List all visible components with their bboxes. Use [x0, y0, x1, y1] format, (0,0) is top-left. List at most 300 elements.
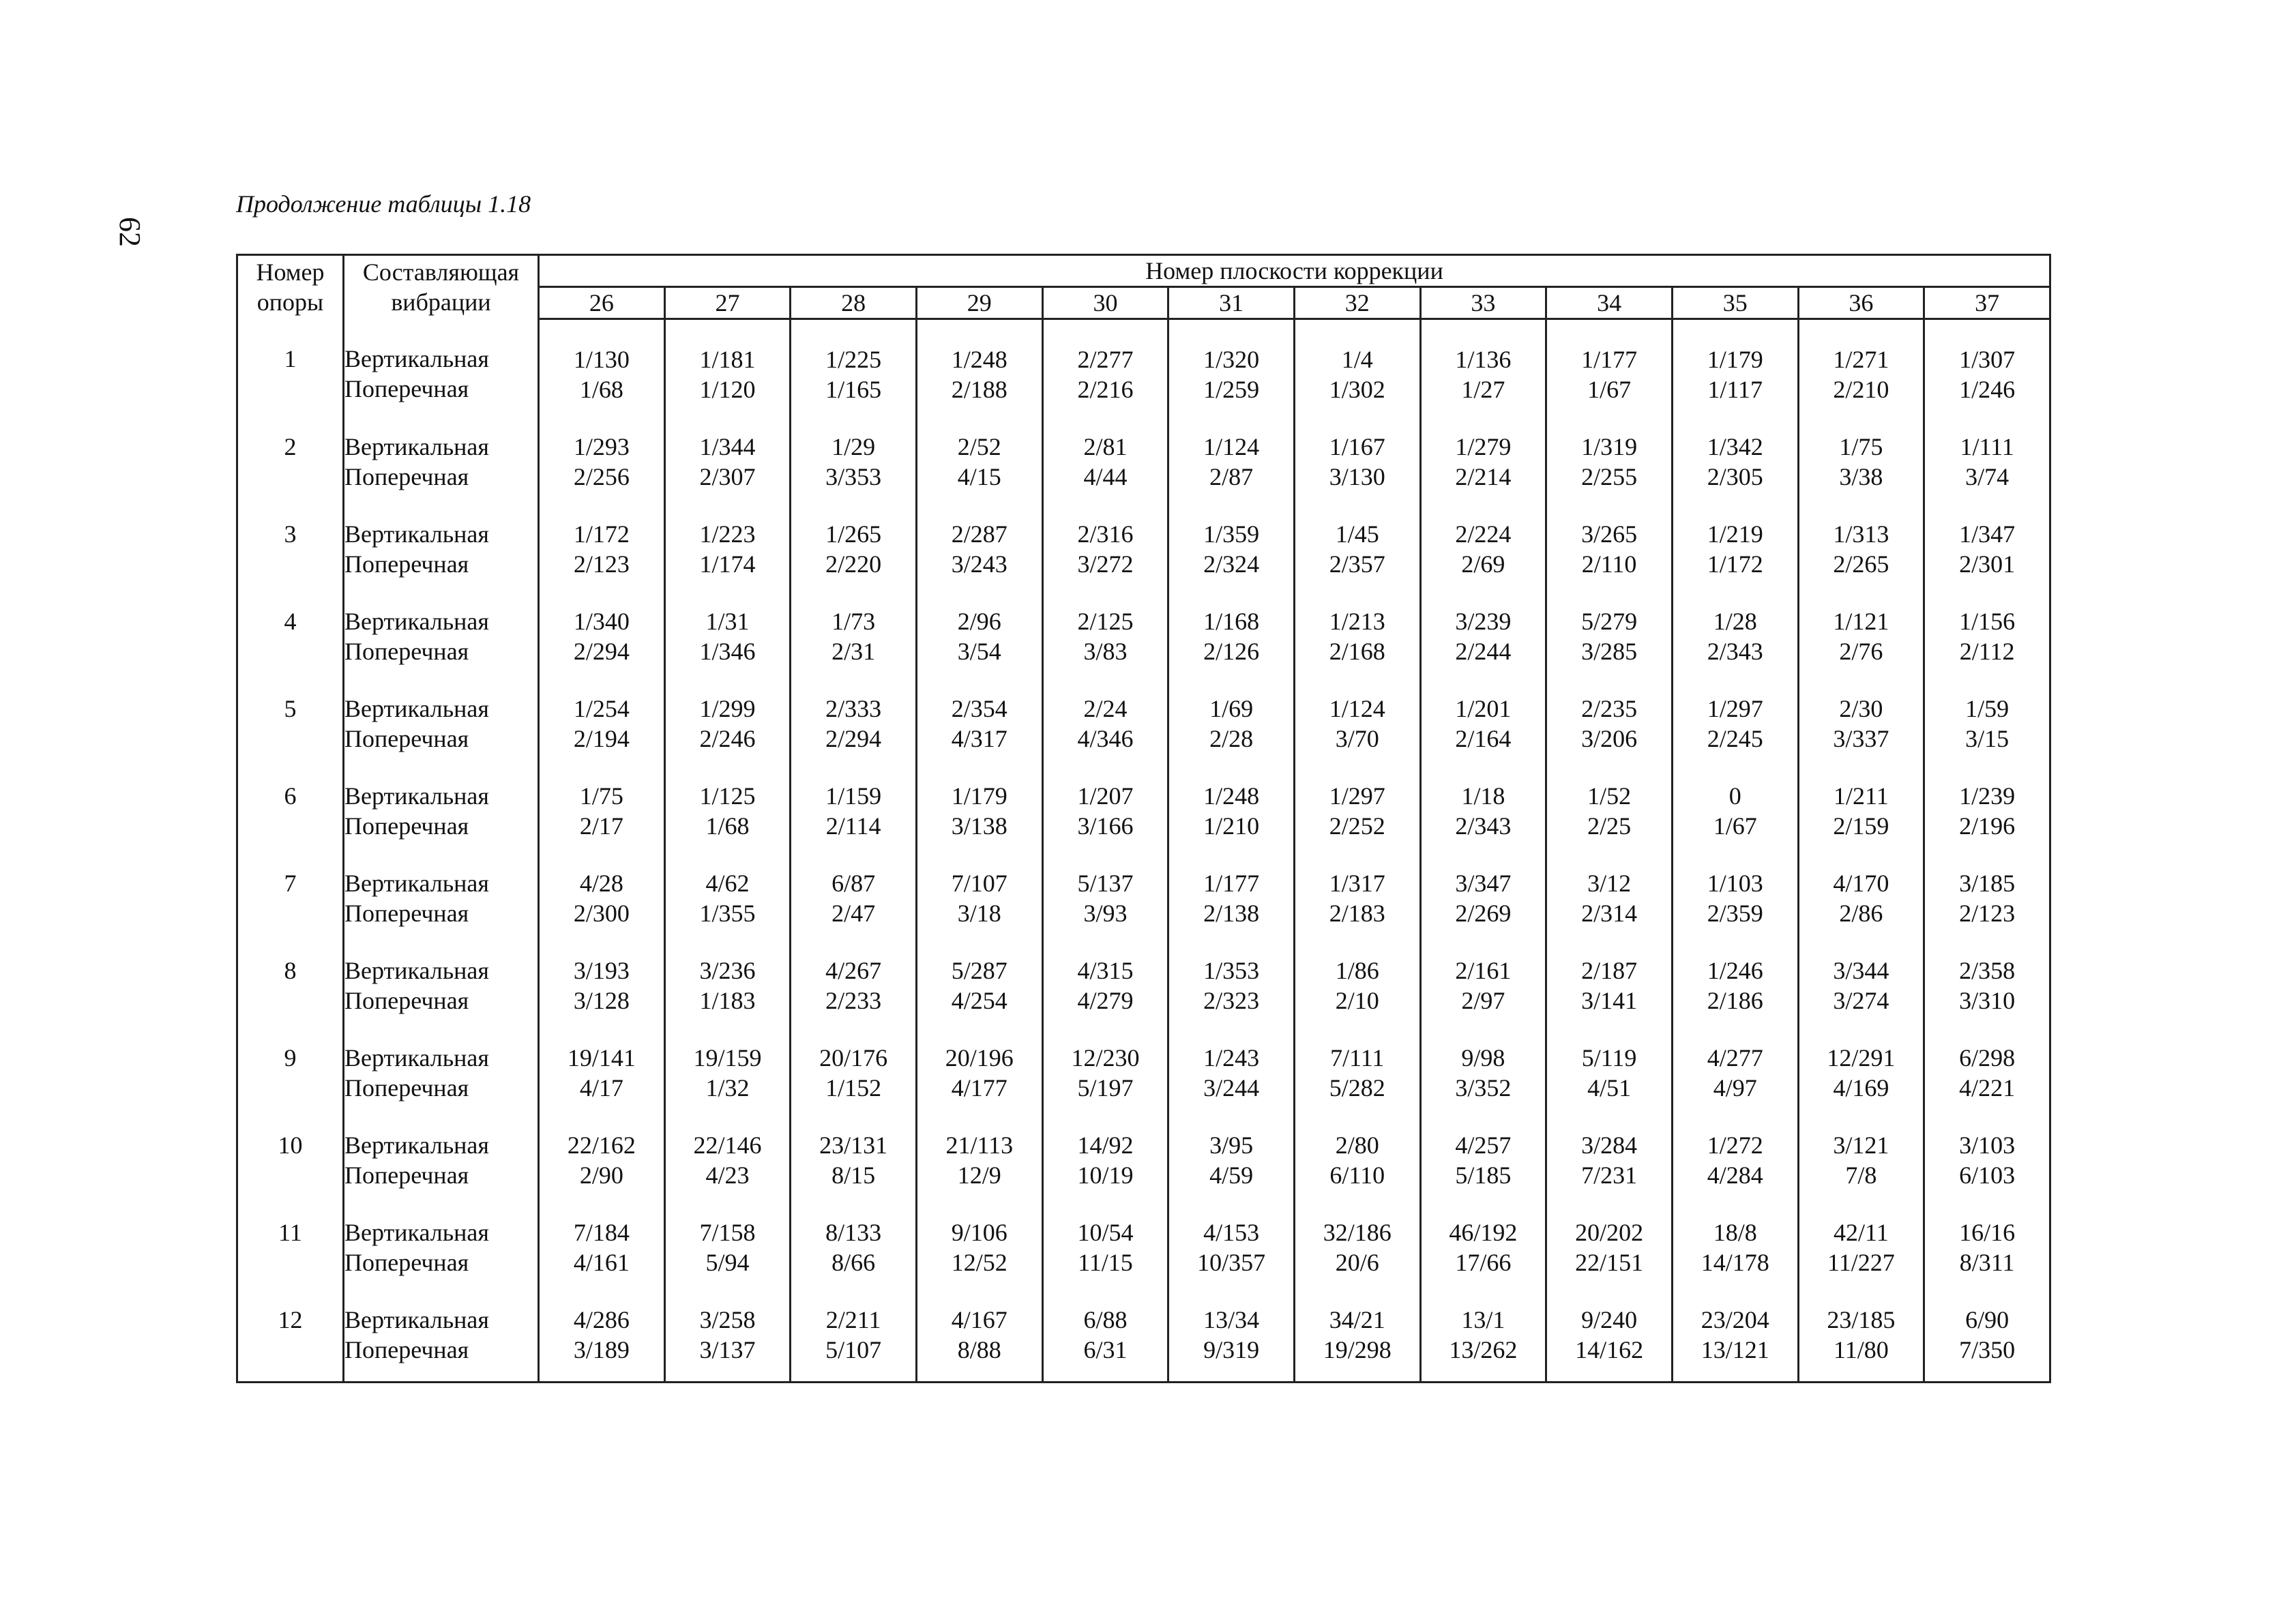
vertical-value: 4/286: [573, 1306, 630, 1333]
correction-plane-header: 31: [1168, 287, 1295, 319]
vertical-value: 16/16: [1959, 1219, 2016, 1246]
value-cell: [1546, 1277, 1673, 1383]
value-cell: [916, 319, 1042, 405]
vertical-value: 1/111: [1960, 433, 2014, 460]
value-cell: [539, 579, 665, 666]
transverse-label: Поперечная: [344, 812, 469, 840]
table-row: [237, 928, 2050, 1016]
transverse-value: 3/310: [1959, 987, 2016, 1014]
vertical-value: 4/62: [705, 870, 750, 897]
value-cell: [664, 1016, 791, 1103]
support-number: 6: [237, 754, 344, 841]
vertical-value: 2/52: [957, 433, 1001, 460]
vertical-value: 12/291: [1827, 1044, 1896, 1071]
table-row: [237, 1103, 2050, 1190]
table-row: [237, 492, 2050, 579]
transverse-value: 4/97: [1713, 1074, 1757, 1102]
value-cell: [1168, 319, 1295, 405]
vertical-value: 4/267: [825, 957, 882, 984]
vertical-value: 1/31: [705, 608, 750, 635]
vertical-value: 22/162: [567, 1132, 636, 1159]
value-cell: [1924, 579, 2050, 666]
value-cell: [791, 1103, 917, 1190]
vertical-value: 1/103: [1707, 870, 1763, 897]
vertical-value: 1/342: [1707, 433, 1763, 460]
value-cell: [1798, 928, 1924, 1016]
value-cell: [1546, 1190, 1673, 1277]
correction-plane-header: 37: [1924, 287, 2050, 319]
transverse-value: 5/94: [705, 1249, 750, 1276]
value-cell: [1420, 319, 1546, 405]
transverse-value: 1/68: [705, 812, 750, 840]
value-cell: [1042, 1190, 1168, 1277]
vertical-value: 1/207: [1077, 782, 1134, 810]
value-cell: [1798, 1103, 1924, 1190]
value-cell: [791, 492, 917, 579]
transverse-value: 4/346: [1077, 725, 1134, 752]
value-cell: [664, 1277, 791, 1383]
value-cell: [539, 404, 665, 492]
transverse-value: 2/112: [1959, 638, 2015, 665]
transverse-value: 2/343: [1455, 812, 1512, 840]
transverse-value: 3/353: [825, 463, 882, 490]
vertical-value: 7/184: [573, 1219, 630, 1246]
vertical-value: 1/248: [951, 346, 1007, 373]
transverse-value: 1/174: [699, 550, 756, 578]
value-cell: [791, 579, 917, 666]
vertical-value: 3/347: [1455, 870, 1512, 897]
vertical-value: 1/353: [1203, 957, 1260, 984]
vertical-value: 2/211: [825, 1306, 881, 1333]
value-cell: [1546, 754, 1673, 841]
value-cell: [1042, 754, 1168, 841]
transverse-value: 2/324: [1203, 550, 1260, 578]
value-cell: [1924, 754, 2050, 841]
transverse-value: 2/256: [573, 463, 630, 490]
value-cell: [539, 928, 665, 1016]
value-cell: [1294, 1277, 1420, 1383]
transverse-value: 2/87: [1209, 463, 1254, 490]
value-cell: [664, 754, 791, 841]
value-cell: [664, 404, 791, 492]
vibration-components: [344, 404, 539, 492]
value-cell: [791, 754, 917, 841]
table-row: [237, 1277, 2050, 1383]
vertical-label: Вертикальная: [344, 870, 489, 897]
transverse-value: 1/68: [579, 376, 623, 403]
value-cell: [1294, 579, 1420, 666]
vertical-value: 46/192: [1449, 1219, 1518, 1246]
vertical-value: 1/156: [1959, 608, 2016, 635]
value-cell: [539, 666, 665, 754]
vertical-value: 2/277: [1077, 346, 1134, 373]
vertical-value: 1/168: [1203, 608, 1260, 635]
transverse-value: 1/120: [699, 376, 756, 403]
transverse-value: 2/31: [831, 638, 876, 665]
transverse-value: 2/269: [1455, 900, 1512, 927]
vibration-components: [344, 1277, 539, 1383]
value-cell: [1924, 1016, 2050, 1103]
transverse-label: Поперечная: [344, 987, 469, 1014]
value-cell: [1420, 1103, 1546, 1190]
value-cell: [1420, 492, 1546, 579]
support-number: 3: [237, 492, 344, 579]
vertical-value: 1/130: [573, 346, 630, 373]
value-cell: [1294, 404, 1420, 492]
vertical-value: 2/81: [1083, 433, 1128, 460]
transverse-value: 3/138: [951, 812, 1007, 840]
value-cell: [1672, 666, 1798, 754]
vertical-value: 9/106: [951, 1219, 1007, 1246]
transverse-value: 3/70: [1335, 725, 1379, 752]
transverse-value: 6/103: [1959, 1162, 2016, 1189]
value-cell: [1042, 319, 1168, 405]
vertical-label: Вертикальная: [344, 1044, 489, 1071]
transverse-value: 8/15: [831, 1162, 876, 1189]
vertical-value: 1/313: [1833, 520, 1889, 548]
value-cell: [664, 492, 791, 579]
value-cell: [1420, 666, 1546, 754]
value-cell: [1672, 1277, 1798, 1383]
transverse-value: 2/123: [1959, 900, 2016, 927]
transverse-value: 1/259: [1203, 376, 1260, 403]
vertical-value: 23/185: [1827, 1306, 1896, 1333]
transverse-value: 2/25: [1587, 812, 1632, 840]
value-cell: [1924, 1277, 2050, 1383]
vertical-label: Вертикальная: [344, 782, 489, 810]
transverse-value: 2/214: [1455, 463, 1512, 490]
value-cell: [1546, 492, 1673, 579]
value-cell: [1672, 754, 1798, 841]
value-cell: [1042, 1277, 1168, 1383]
transverse-value: 3/243: [951, 550, 1007, 578]
vertical-value: 3/12: [1587, 870, 1632, 897]
value-cell: [1546, 928, 1673, 1016]
transverse-value: 1/210: [1203, 812, 1260, 840]
value-cell: [1924, 666, 2050, 754]
correction-plane-header: 29: [916, 287, 1042, 319]
correction-plane-header: 36: [1798, 287, 1924, 319]
value-cell: [1168, 1103, 1295, 1190]
vertical-value: 13/1: [1461, 1306, 1505, 1333]
vertical-value: 2/24: [1083, 695, 1128, 722]
vertical-value: 1/225: [825, 346, 882, 373]
value-cell: [1798, 1277, 1924, 1383]
value-cell: [916, 1016, 1042, 1103]
transverse-value: 1/165: [825, 376, 882, 403]
transverse-label: Поперечная: [344, 463, 469, 490]
transverse-label: Поперечная: [344, 638, 469, 665]
transverse-label: Поперечная: [344, 550, 469, 578]
transverse-value: 1/27: [1461, 376, 1505, 403]
table-header: [237, 255, 2050, 319]
vertical-value: 9/240: [1581, 1306, 1638, 1333]
vertical-value: 1/28: [1713, 608, 1757, 635]
transverse-value: 4/44: [1083, 463, 1128, 490]
value-cell: [1924, 841, 2050, 928]
vertical-value: 2/187: [1581, 957, 1638, 984]
value-cell: [1420, 1277, 1546, 1383]
vertical-value: 1/299: [699, 695, 756, 722]
transverse-value: 4/254: [951, 987, 1007, 1014]
transverse-value: 2/210: [1833, 376, 1889, 403]
vertical-value: 1/297: [1329, 782, 1385, 810]
value-cell: [1294, 928, 1420, 1016]
vertical-value: 19/141: [567, 1044, 636, 1071]
transverse-label: Поперечная: [344, 900, 469, 927]
value-cell: [1798, 841, 1924, 928]
transverse-value: 2/323: [1203, 987, 1260, 1014]
value-cell: [1168, 1016, 1295, 1103]
value-cell: [1294, 841, 1420, 928]
transverse-value: 3/38: [1839, 463, 1883, 490]
transverse-value: 3/128: [573, 987, 630, 1014]
vertical-value: 3/236: [699, 957, 756, 984]
vertical-value: 7/158: [699, 1219, 756, 1246]
vertical-value: 1/75: [1839, 433, 1883, 460]
value-cell: [1546, 1016, 1673, 1103]
transverse-value: 4/279: [1077, 987, 1134, 1014]
vibration-components: [344, 579, 539, 666]
table-body: [237, 319, 2050, 1383]
value-cell: [916, 1190, 1042, 1277]
vertical-value: 6/88: [1083, 1306, 1128, 1333]
transverse-value: 5/282: [1329, 1074, 1385, 1102]
vertical-value: 5/279: [1581, 608, 1638, 635]
support-number: 1: [237, 319, 344, 405]
vertical-value: 3/103: [1959, 1132, 2016, 1159]
table-row: [237, 1190, 2050, 1277]
vertical-value: 23/131: [819, 1132, 888, 1159]
value-cell: [1042, 1016, 1168, 1103]
transverse-value: 5/197: [1077, 1074, 1134, 1102]
transverse-value: 1/67: [1587, 376, 1632, 403]
transverse-value: 12/9: [957, 1162, 1001, 1189]
vertical-label: Вертикальная: [344, 344, 489, 372]
value-cell: [539, 492, 665, 579]
vertical-value: 1/347: [1959, 520, 2016, 548]
vertical-value: 3/185: [1959, 870, 2016, 897]
value-cell: [1420, 579, 1546, 666]
support-number: 9: [237, 1016, 344, 1103]
correction-plane-header: 32: [1294, 287, 1420, 319]
vertical-value: 5/119: [1581, 1044, 1637, 1071]
vertical-value: 1/271: [1833, 346, 1889, 373]
data-table: [236, 254, 2051, 1383]
vertical-value: 10/54: [1077, 1219, 1134, 1246]
transverse-value: 2/343: [1707, 638, 1763, 665]
transverse-value: 11/227: [1827, 1249, 1895, 1276]
transverse-value: 4/317: [951, 725, 1007, 752]
table-caption: Продолжение таблицы 1.18: [236, 190, 531, 218]
value-cell: [1924, 1190, 2050, 1277]
transverse-value: 22/151: [1575, 1249, 1644, 1276]
vertical-value: 19/159: [693, 1044, 762, 1071]
support-number: 8: [237, 928, 344, 1016]
vertical-value: 34/21: [1329, 1306, 1385, 1333]
value-cell: [1042, 841, 1168, 928]
transverse-value: 2/305: [1707, 463, 1763, 490]
value-cell: [1420, 404, 1546, 492]
value-cell: [1546, 666, 1673, 754]
vertical-value: 1/317: [1329, 870, 1385, 897]
vertical-value: 1/124: [1329, 695, 1385, 722]
table-row: [237, 666, 2050, 754]
value-cell: [1294, 1016, 1420, 1103]
value-cell: [1168, 1190, 1295, 1277]
vertical-value: 20/202: [1575, 1219, 1644, 1246]
value-cell: [1798, 404, 1924, 492]
transverse-value: 3/141: [1581, 987, 1638, 1014]
transverse-value: 2/17: [579, 812, 623, 840]
transverse-value: 3/285: [1581, 638, 1638, 665]
vertical-value: 5/287: [951, 957, 1007, 984]
value-cell: [539, 841, 665, 928]
vertical-value: 2/287: [951, 520, 1007, 548]
value-cell: [539, 1016, 665, 1103]
transverse-label: Поперечная: [344, 725, 469, 752]
transverse-value: 7/8: [1845, 1162, 1877, 1189]
transverse-value: 4/23: [705, 1162, 750, 1189]
value-cell: [791, 1277, 917, 1383]
vertical-value: 1/75: [579, 782, 623, 810]
value-cell: [1168, 492, 1295, 579]
transverse-value: 17/66: [1455, 1249, 1512, 1276]
transverse-label: Поперечная: [344, 1249, 469, 1276]
transverse-value: 2/126: [1203, 638, 1260, 665]
support-number: 2: [237, 404, 344, 492]
transverse-label: Поперечная: [344, 1074, 469, 1102]
vibration-components: [344, 1190, 539, 1277]
transverse-value: 2/138: [1203, 900, 1260, 927]
vertical-value: 42/11: [1834, 1219, 1889, 1246]
transverse-value: 2/233: [825, 987, 882, 1014]
value-cell: [1924, 319, 2050, 405]
value-cell: [1294, 1103, 1420, 1190]
value-cell: [664, 1103, 791, 1190]
vibration-components: [344, 492, 539, 579]
value-cell: [1798, 1190, 1924, 1277]
transverse-value: 3/18: [957, 900, 1001, 927]
table-row: [237, 754, 2050, 841]
transverse-value: 3/206: [1581, 725, 1638, 752]
vertical-value: 1/29: [831, 433, 876, 460]
value-cell: [791, 404, 917, 492]
vertical-value: 1/136: [1455, 346, 1512, 373]
value-cell: [1042, 404, 1168, 492]
vertical-value: 1/223: [699, 520, 756, 548]
transverse-value: 1/67: [1713, 812, 1757, 840]
vertical-value: 22/146: [693, 1132, 762, 1159]
vertical-value: 3/95: [1209, 1132, 1254, 1159]
vertical-label: Вертикальная: [344, 608, 489, 635]
vertical-value: 1/124: [1203, 433, 1260, 460]
value-cell: [1168, 928, 1295, 1016]
value-cell: [1924, 1103, 2050, 1190]
support-number: 10: [237, 1103, 344, 1190]
transverse-value: 4/284: [1707, 1162, 1763, 1189]
vertical-value: 9/98: [1461, 1044, 1505, 1071]
transverse-value: 13/262: [1449, 1336, 1518, 1363]
table-row: [237, 841, 2050, 928]
value-cell: [1672, 492, 1798, 579]
vertical-value: 1/201: [1455, 695, 1512, 722]
vertical-value: 21/113: [945, 1132, 1014, 1159]
transverse-value: 2/69: [1461, 550, 1505, 578]
value-cell: [916, 492, 1042, 579]
transverse-value: 19/298: [1323, 1336, 1392, 1363]
transverse-value: 2/359: [1707, 900, 1763, 927]
transverse-value: 4/51: [1587, 1074, 1632, 1102]
transverse-value: 2/196: [1959, 812, 2016, 840]
value-cell: [1672, 928, 1798, 1016]
vertical-value: 2/96: [957, 608, 1001, 635]
transverse-value: 11/15: [1078, 1249, 1133, 1276]
value-cell: [1798, 1016, 1924, 1103]
vertical-value: 2/30: [1839, 695, 1883, 722]
vertical-value: 3/284: [1581, 1132, 1638, 1159]
vertical-value: 1/86: [1335, 957, 1379, 984]
transverse-value: 5/185: [1455, 1162, 1512, 1189]
transverse-value: 12/52: [951, 1249, 1007, 1276]
value-cell: [1168, 579, 1295, 666]
transverse-value: 1/355: [699, 900, 756, 927]
value-cell: [1798, 754, 1924, 841]
transverse-value: 4/161: [573, 1249, 630, 1276]
value-cell: [1798, 579, 1924, 666]
vibration-components: [344, 1016, 539, 1103]
value-cell: [1672, 1016, 1798, 1103]
vertical-value: 1/172: [573, 520, 630, 548]
transverse-value: 2/301: [1959, 550, 2016, 578]
value-cell: [1168, 404, 1295, 492]
transverse-value: 2/97: [1461, 987, 1505, 1014]
vertical-value: 1/18: [1461, 782, 1505, 810]
vertical-value: 1/272: [1707, 1132, 1763, 1159]
value-cell: [916, 754, 1042, 841]
value-cell: [1420, 841, 1546, 928]
value-cell: [1672, 319, 1798, 405]
vertical-value: 1/179: [951, 782, 1007, 810]
transverse-value: 3/93: [1083, 900, 1128, 927]
vertical-value: 1/319: [1581, 433, 1638, 460]
vertical-value: 1/125: [699, 782, 756, 810]
value-cell: [664, 319, 791, 405]
vertical-value: 14/92: [1077, 1132, 1134, 1159]
vertical-value: 1/45: [1335, 520, 1379, 548]
transverse-value: 20/6: [1335, 1249, 1379, 1276]
value-cell: [1546, 319, 1673, 405]
transverse-value: 4/221: [1959, 1074, 2016, 1102]
vertical-value: 1/265: [825, 520, 882, 548]
vertical-value: 1/359: [1203, 520, 1260, 548]
value-cell: [664, 841, 791, 928]
vibration-components: [344, 319, 539, 405]
vertical-value: 1/279: [1455, 433, 1512, 460]
vertical-value: 13/34: [1203, 1306, 1260, 1333]
value-cell: [1294, 492, 1420, 579]
value-cell: [1672, 404, 1798, 492]
value-cell: [1168, 1277, 1295, 1383]
correction-plane-header: 26: [539, 287, 665, 319]
vertical-value: 1/248: [1203, 782, 1260, 810]
vertical-value: 1/297: [1707, 695, 1763, 722]
transverse-value: 2/300: [573, 900, 630, 927]
transverse-value: 8/311: [1959, 1249, 2015, 1276]
value-cell: [1168, 754, 1295, 841]
transverse-value: 6/31: [1083, 1336, 1128, 1363]
transverse-value: 11/80: [1834, 1336, 1889, 1363]
